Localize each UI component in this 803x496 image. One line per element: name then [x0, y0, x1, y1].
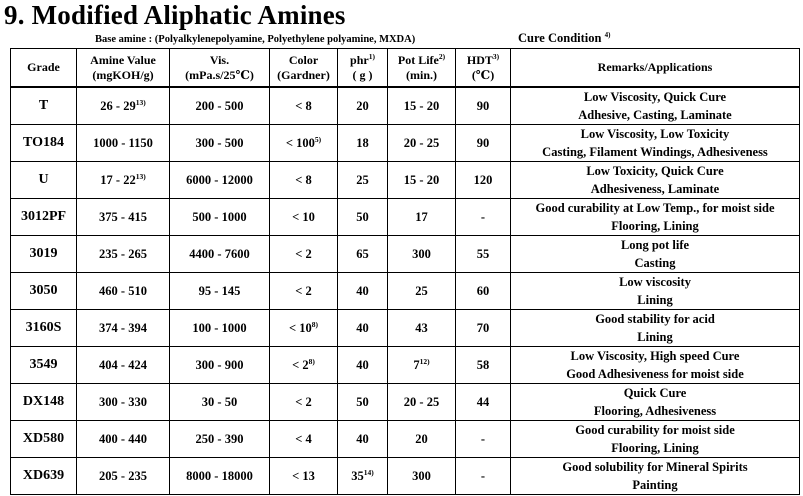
- color-cell: < 2: [270, 273, 338, 310]
- header-pot-life: Pot Life$^{2)}$ (min.): [388, 49, 456, 88]
- remarks-cell: [511, 347, 800, 384]
- table-row: [11, 199, 800, 236]
- amine-value-cell: 404 - 424: [77, 347, 170, 384]
- remarks-line-2: Flooring, Lining: [611, 441, 699, 455]
- remarks-line-2: Casting: [634, 256, 676, 270]
- pot-life-cell: 43: [388, 310, 456, 347]
- pot-life-cell: 15 - 20: [388, 87, 456, 125]
- pot-life-cell: 300: [388, 458, 456, 495]
- phr-cell: 40: [338, 310, 388, 347]
- table-row: [11, 87, 800, 125]
- color-cell: < 2: [270, 384, 338, 421]
- color-cell: < 10: [270, 199, 338, 236]
- viscosity-cell: 95 - 145: [170, 273, 270, 310]
- grade-cell: 3050: [11, 273, 77, 310]
- phr-cell: 25: [338, 162, 388, 199]
- remarks-line-2: Lining: [637, 330, 673, 344]
- viscosity-cell: 30 - 50: [170, 384, 270, 421]
- page-title: 9. Modified Aliphatic Amines: [4, 0, 346, 30]
- viscosity-cell: 8000 - 18000: [170, 458, 270, 495]
- remarks-line-2: Painting: [632, 478, 678, 492]
- grade-cell: 3549: [11, 347, 77, 384]
- header-row: [11, 49, 800, 88]
- color-cell: < 8: [270, 87, 338, 125]
- remarks-line-1: Quick Cure: [623, 386, 687, 400]
- remarks-cell: [511, 458, 800, 495]
- remarks-line-1: Long pot life: [620, 238, 690, 252]
- remarks-line-2: Adhesive, Casting, Laminate: [578, 108, 732, 122]
- viscosity-cell: 200 - 500: [170, 87, 270, 125]
- grade-cell: 3019: [11, 236, 77, 273]
- viscosity-cell: 500 - 1000: [170, 199, 270, 236]
- hdt-cell: -: [456, 421, 511, 458]
- amine-value-cell: 300 - 330: [77, 384, 170, 421]
- color-cell: < 4: [270, 421, 338, 458]
- remarks-cell: [511, 310, 800, 347]
- amine-value-cell: 400 - 440: [77, 421, 170, 458]
- grade-cell: T: [11, 87, 77, 125]
- hdt-cell: -: [456, 458, 511, 495]
- viscosity-cell: 100 - 1000: [170, 310, 270, 347]
- amine-value-cell: 235 - 265: [77, 236, 170, 273]
- hdt-cell: 58: [456, 347, 511, 384]
- amine-value-cell: 205 - 235: [77, 458, 170, 495]
- table-row: [11, 125, 800, 162]
- viscosity-cell: 6000 - 12000: [170, 162, 270, 199]
- remarks-line-2: Lining: [637, 293, 673, 307]
- remarks-line-1: Low Viscosity, Low Toxicity: [580, 127, 730, 141]
- table-row: [11, 384, 800, 421]
- color-cell: < 2: [270, 236, 338, 273]
- remarks-line-2: Flooring, Lining: [611, 219, 699, 233]
- remarks-line-2: Good Adhesiveness for moist side: [566, 367, 744, 381]
- remarks-line-1: Low Viscosity, High speed Cure: [570, 349, 740, 363]
- color-cell: < $2^{8)}$: [270, 347, 338, 384]
- cure-condition-text: Cure Condition: [518, 31, 602, 45]
- remarks-cell: [511, 162, 800, 199]
- pot-life-cell: 7$^{12)}$: [388, 347, 456, 384]
- remarks-line-1: Low Toxicity, Quick Cure: [586, 164, 724, 178]
- table-row: [11, 236, 800, 273]
- header-remarks: Remarks/Applications: [511, 49, 800, 88]
- grade-cell: XD580: [11, 421, 77, 458]
- grade-cell: DX148: [11, 384, 77, 421]
- amines-table: [10, 48, 800, 495]
- remarks-line-1: Low Viscosity, Quick Cure: [583, 90, 727, 104]
- cure-condition-label: [518, 31, 610, 46]
- header-hdt: HDT$^{3)}$ (℃): [456, 49, 511, 88]
- remarks-cell: [511, 384, 800, 421]
- header-color: Color (Gardner): [270, 49, 338, 88]
- base-amine-note: Base amine : (Polyalkylenepolyamine, Polyethylene polyamine, MXDA): [95, 34, 416, 45]
- phr-cell: 40: [338, 421, 388, 458]
- remarks-line-2: Adhesiveness, Laminate: [590, 182, 720, 196]
- hdt-cell: 60: [456, 273, 511, 310]
- amine-value-cell: 374 - 394: [77, 310, 170, 347]
- color-cell: < $100^{5)}$: [270, 125, 338, 162]
- phr-cell: 65: [338, 236, 388, 273]
- cure-condition-footnote: 4): [604, 31, 611, 39]
- amine-value-cell: 17 - 22$^{13)}$: [77, 162, 170, 199]
- table-row: [11, 347, 800, 384]
- hdt-cell: 90: [456, 87, 511, 125]
- remarks-line-2: Casting, Filament Windings, Adhesiveness: [542, 145, 768, 159]
- viscosity-cell: 300 - 500: [170, 125, 270, 162]
- amine-value-cell: 375 - 415: [77, 199, 170, 236]
- pot-life-cell: 20 - 25: [388, 125, 456, 162]
- grade-cell: TO184: [11, 125, 77, 162]
- phr-cell: 40: [338, 347, 388, 384]
- header-viscosity: Vis. (mPa.s/25℃): [170, 49, 270, 88]
- pot-life-cell: 20: [388, 421, 456, 458]
- remarks-line-1: Good curability at Low Temp., for moist side: [535, 201, 775, 215]
- hdt-cell: 120: [456, 162, 511, 199]
- table-row: [11, 162, 800, 199]
- remarks-line-1: Good curability for moist side: [575, 423, 735, 437]
- grade-cell: 3160S: [11, 310, 77, 347]
- remarks-cell: [511, 125, 800, 162]
- grade-cell: 3012PF: [11, 199, 77, 236]
- header-phr: phr$^{1)}$ ( g ): [338, 49, 388, 88]
- hdt-cell: 55: [456, 236, 511, 273]
- pot-life-cell: 17: [388, 199, 456, 236]
- pot-life-cell: 300: [388, 236, 456, 273]
- remarks-cell: [511, 273, 800, 310]
- amine-value-cell: 1000 - 1150: [77, 125, 170, 162]
- viscosity-cell: 4400 - 7600: [170, 236, 270, 273]
- remarks-line-1: Low viscosity: [619, 275, 691, 289]
- amine-value-cell: 460 - 510: [77, 273, 170, 310]
- color-cell: < $10^{8)}$: [270, 310, 338, 347]
- remarks-line-1: Good solubility for Mineral Spirits: [562, 460, 748, 474]
- color-cell: < 8: [270, 162, 338, 199]
- table-row: [11, 421, 800, 458]
- phr-cell: 50: [338, 384, 388, 421]
- phr-cell: 18: [338, 125, 388, 162]
- remarks-cell: [511, 199, 800, 236]
- remarks-cell: [511, 87, 800, 125]
- table-row: [11, 273, 800, 310]
- remarks-line-2: Flooring, Adhesiveness: [593, 404, 717, 418]
- table-row: [11, 310, 800, 347]
- phr-cell: 35$^{14)}$: [338, 458, 388, 495]
- color-cell: < 13: [270, 458, 338, 495]
- viscosity-cell: 250 - 390: [170, 421, 270, 458]
- phr-cell: 50: [338, 199, 388, 236]
- remarks-cell: [511, 236, 800, 273]
- hdt-cell: 70: [456, 310, 511, 347]
- table-row: [11, 458, 800, 495]
- header-grade: Grade: [11, 49, 77, 88]
- hdt-cell: 44: [456, 384, 511, 421]
- hdt-cell: -: [456, 199, 511, 236]
- phr-cell: 40: [338, 273, 388, 310]
- pot-life-cell: 20 - 25: [388, 384, 456, 421]
- header-amine-value: Amine Value (mgKOH/g): [77, 49, 170, 88]
- hdt-cell: 90: [456, 125, 511, 162]
- grade-cell: XD639: [11, 458, 77, 495]
- viscosity-cell: 300 - 900: [170, 347, 270, 384]
- pot-life-cell: 15 - 20: [388, 162, 456, 199]
- amine-value-cell: 26 - 29$^{13)}$: [77, 87, 170, 125]
- phr-cell: 20: [338, 87, 388, 125]
- grade-cell: U: [11, 162, 77, 199]
- pot-life-cell: 25: [388, 273, 456, 310]
- remarks-line-1: Good stability for acid: [595, 312, 715, 326]
- remarks-cell: [511, 421, 800, 458]
